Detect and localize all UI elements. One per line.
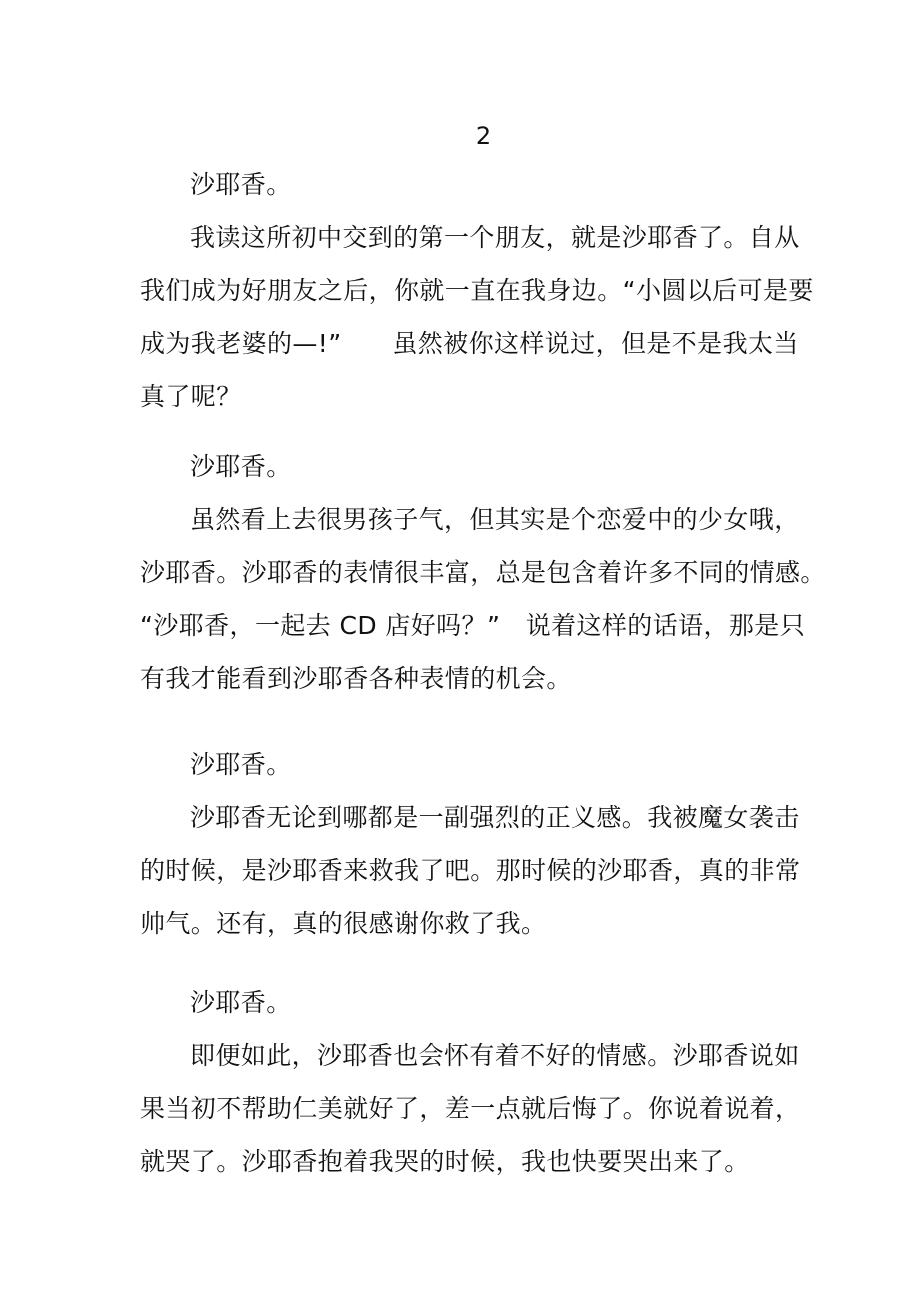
section-heading: 沙耶香。 xyxy=(190,750,292,779)
section-heading: 沙耶香。 xyxy=(190,170,292,199)
paragraph-line: 沙耶香无论到哪都是一副强烈的正义感。我被魔女袭击 xyxy=(190,803,800,832)
paragraph-line: 虽然看上去很男孩子气，但其实是个恋爱中的少女哦， xyxy=(190,505,800,534)
paragraph-line: 帅气。还有，真的很感谢你救了我。 xyxy=(140,909,547,938)
section-3 xyxy=(140,738,801,950)
page-number: 2 xyxy=(475,122,492,150)
section-heading: 沙耶香。 xyxy=(190,988,292,1017)
section-4 xyxy=(140,976,801,1188)
section-1 xyxy=(140,158,814,423)
section-2 xyxy=(140,440,826,705)
paragraph-line: 即便如此，沙耶香也会怀有着不好的情感。沙耶香说如 xyxy=(190,1041,800,1070)
paragraph-line: “沙耶香，一起去 CD 店好吗？” 说着这样的话语，那是只 xyxy=(140,611,806,640)
paragraph-line: 果当初不帮助仁美就好了，差一点就后悔了。你说着说着， xyxy=(140,1094,801,1123)
paragraph-line: 真了呢？ xyxy=(140,382,242,411)
paragraph-line: 就哭了。沙耶香抱着我哭的时候，我也快要哭出来了。 xyxy=(140,1147,750,1176)
paragraph-line: 我读这所初中交到的第一个朋友，就是沙耶香了。自从 xyxy=(190,223,800,252)
paragraph-line: 的时候，是沙耶香来救我了吧。那时候的沙耶香，真的非常 xyxy=(140,856,801,885)
paragraph-line: 成为我老婆的—!” 虽然被你这样说过，但是不是我太当 xyxy=(140,329,799,358)
paragraph-line: 沙耶香。沙耶香的表情很丰富，总是包含着许多不同的情感。 xyxy=(140,558,826,587)
section-heading: 沙耶香。 xyxy=(190,452,292,481)
paragraph-line: 有我才能看到沙耶香各种表情的机会。 xyxy=(140,664,572,693)
paragraph-line: 我们成为好朋友之后，你就一直在我身边。“小圆以后可是要 xyxy=(140,276,814,305)
